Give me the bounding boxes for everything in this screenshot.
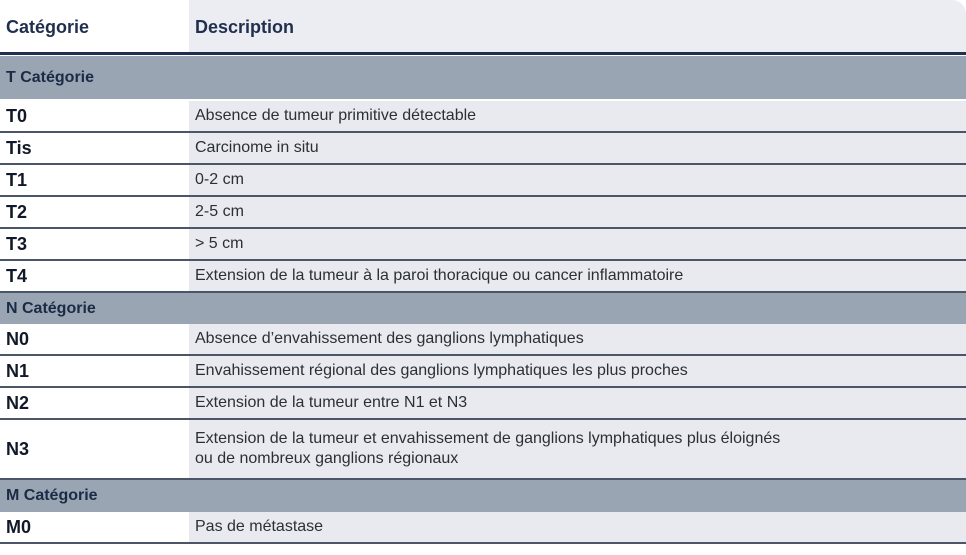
row-description: 0-2 cm — [189, 165, 966, 195]
row-description: Absence d’envahissement des ganglions lymphatiques — [189, 324, 966, 354]
row-category: Tis — [0, 133, 189, 163]
row-description: 2-5 cm — [189, 197, 966, 227]
table-row-n1 — [0, 356, 966, 386]
table-row-n0 — [0, 324, 966, 354]
row-category: T0 — [0, 101, 189, 131]
table-row-t4 — [0, 261, 966, 291]
row-description: > 5 cm — [189, 229, 966, 259]
row-description: Carcinome in situ — [189, 133, 966, 163]
table-row-t1 — [0, 165, 966, 195]
row-description: Extension de la tumeur entre N1 et N3 — [189, 388, 966, 418]
table-row-tis — [0, 133, 966, 163]
section-n-categorie: N Catégorie — [0, 293, 966, 324]
row-category: M0 — [0, 512, 189, 542]
table-row-n2 — [0, 388, 966, 418]
row-category: N0 — [0, 324, 189, 354]
table-row-t3 — [0, 229, 966, 259]
table-row-t0 — [0, 101, 966, 131]
row-description: Extension de la tumeur à la paroi thoracique ou cancer inflammatoire — [189, 261, 966, 291]
table-header — [0, 0, 966, 54]
row-description: Absence de tumeur primitive détectable — [189, 101, 966, 131]
section-m-categorie: M Catégorie — [0, 480, 966, 512]
header-category: Catégorie — [0, 0, 189, 54]
row-category: N1 — [0, 356, 189, 386]
row-category: T4 — [0, 261, 189, 291]
row-category: T3 — [0, 229, 189, 259]
section-t-categorie: T Catégorie — [0, 56, 966, 99]
row-description: Extension de la tumeur et envahissement de ganglions lymphatiques plus éloignés ou de nombreux ganglions régionaux — [189, 420, 966, 478]
row-category: N3 — [0, 420, 189, 478]
row-description: Pas de métastase — [189, 512, 966, 542]
row-description: Envahissement régional des ganglions lymphatiques les plus proches — [189, 356, 966, 386]
table-row-n3 — [0, 420, 966, 478]
row-category: N2 — [0, 388, 189, 418]
row-divider — [0, 542, 966, 544]
header-divider — [0, 52, 966, 55]
table-row-t2 — [0, 197, 966, 227]
table-row-m0 — [0, 512, 966, 542]
row-category: T2 — [0, 197, 189, 227]
header-description: Description — [189, 0, 966, 54]
row-category: T1 — [0, 165, 189, 195]
